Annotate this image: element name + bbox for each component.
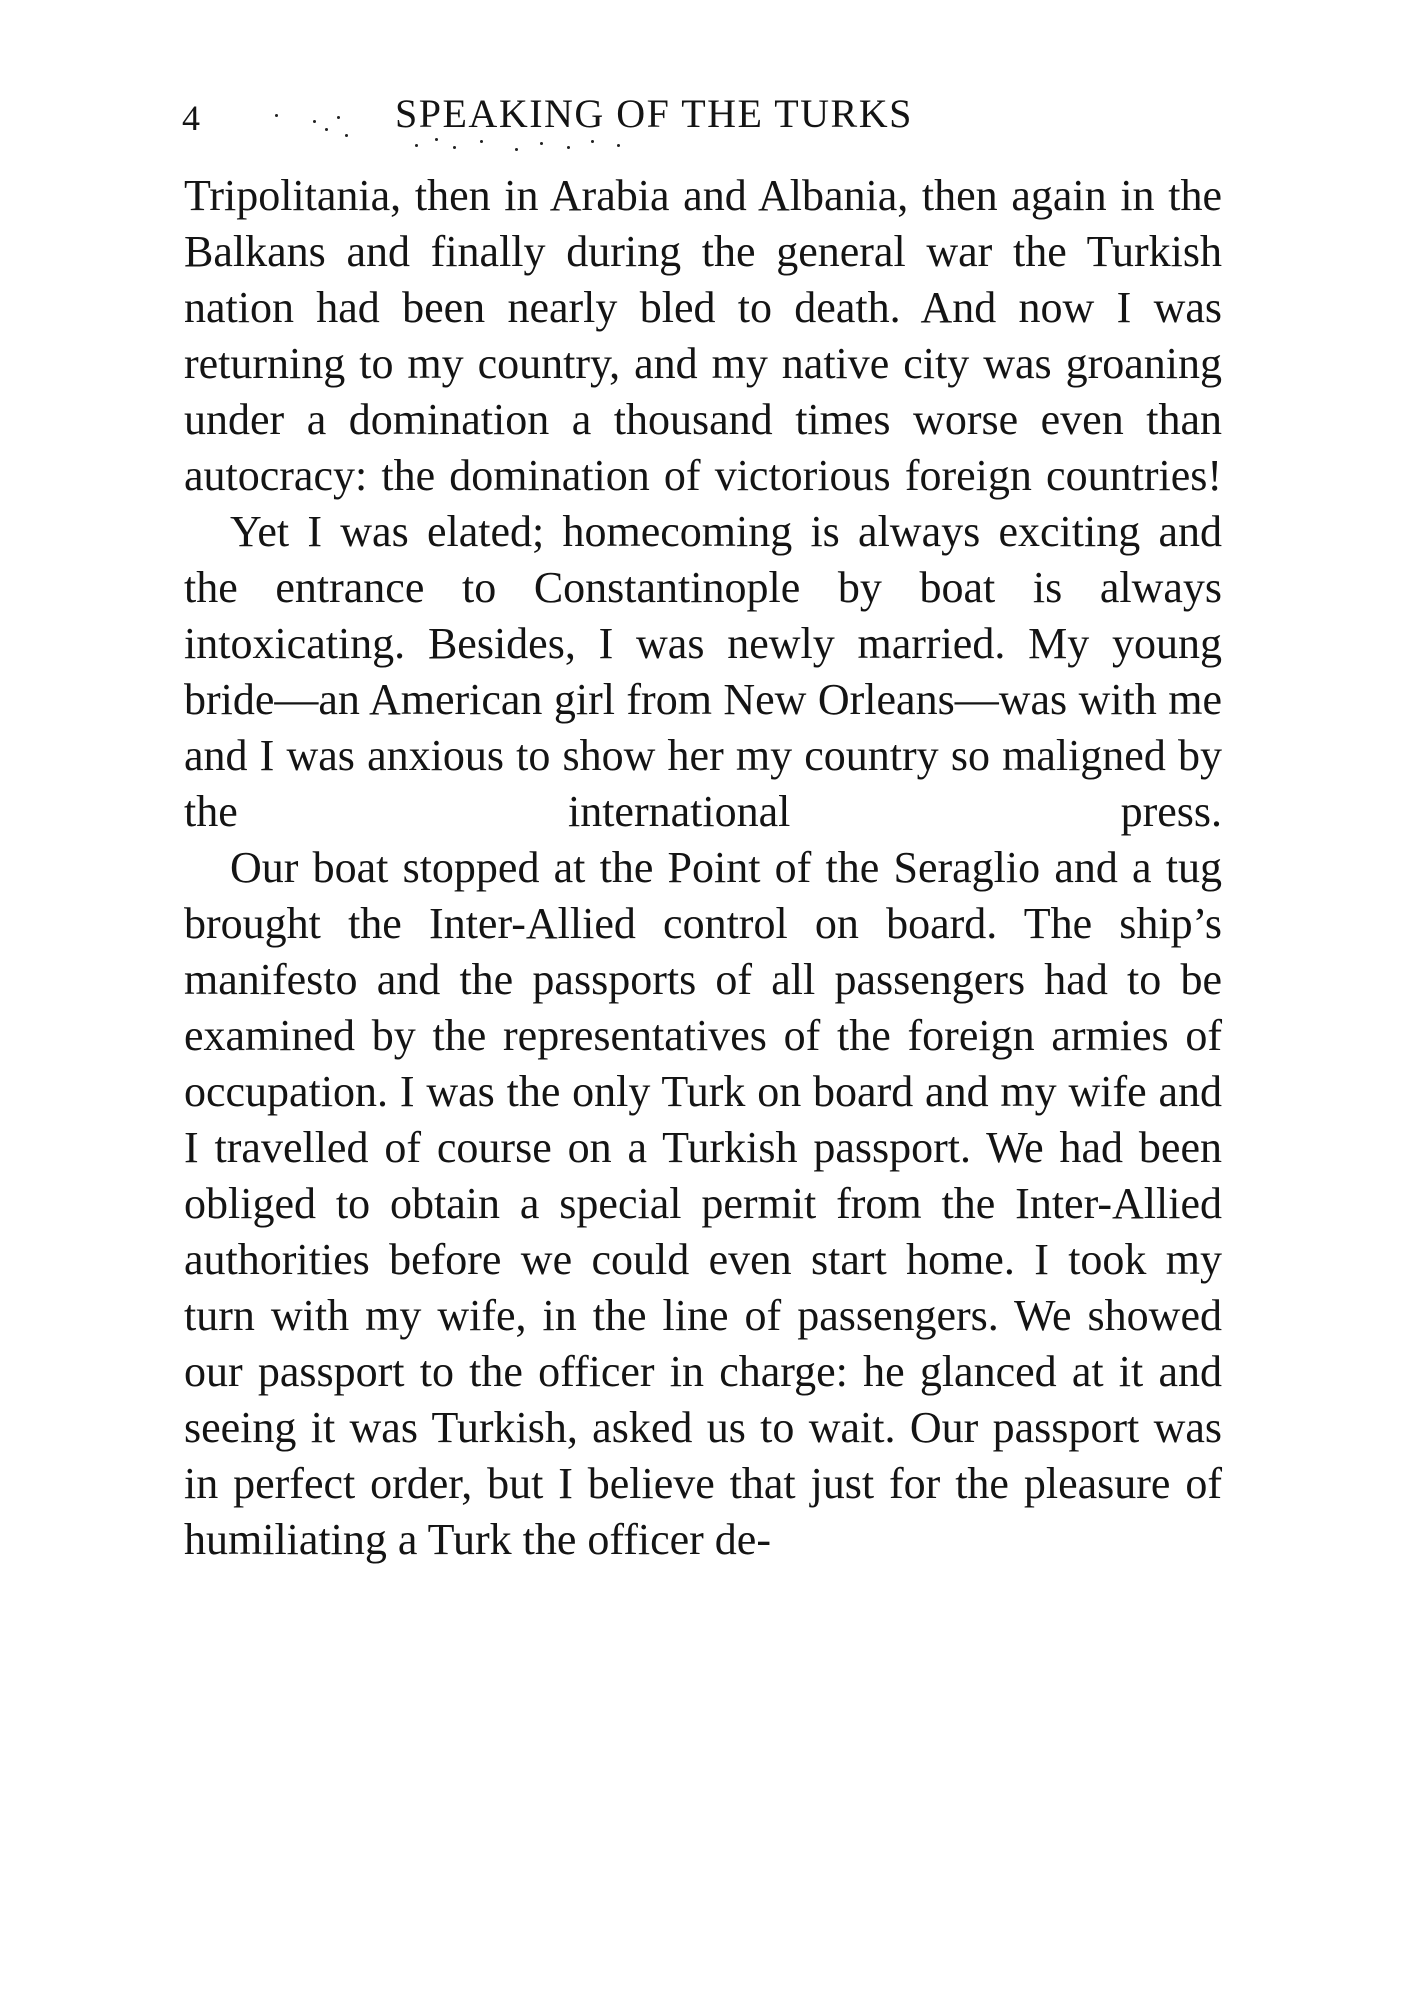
speck [617, 144, 620, 147]
paragraph-1: Tripolitania, then in Arabia and Albania, then again in the Balkans and finally during the general war the Turkish nation had been nearly bled to death. And now I was returning to my country, and my native city was groaning under a domination a thousand times worse even than autocracy: the domination of victorious foreign countries! [184, 171, 1222, 500]
speck [567, 146, 570, 149]
speck [540, 142, 543, 145]
speck [435, 138, 438, 141]
paragraph-2: Yet I was elated; homecoming is always exciting and the entrance to Constantinople by boat is always intoxicating. Besides, I was newly married. My young bride—an American girl from New Orleans—was with me and I was anxious to show her my country so maligned by the international press. [184, 507, 1222, 836]
speck [313, 120, 316, 123]
body-text [184, 168, 1222, 1568]
speck [415, 144, 418, 147]
page-number: 4 [182, 98, 200, 138]
speck [515, 148, 518, 151]
speck [345, 134, 348, 137]
speck [591, 140, 594, 143]
speck [275, 114, 278, 117]
running-title: SPEAKING OF THE TURKS [395, 91, 913, 136]
running-head [180, 92, 1225, 142]
speck [453, 146, 456, 149]
speck [337, 116, 340, 119]
paragraph-3: Our boat stopped at the Point of the Seraglio and a tug brought the Inter-Allied control on board. The ship’s manifesto and the passports of all passengers had to be examined by the representatives of the foreign armies of occupation. I was the only Turk on board and my wife and I travelled of course on a Turkish passport. We had been obliged to obtain a special permit from the Inter-Allied authorities before we could even start home. I took my turn with my wife, in the line of passengers. We showed our passport to the officer in charge: he glanced at it and seeing it was Turkish, asked us to wait. Our passport was in perfect order, but I believe that just for the pleasure of humiliating a Turk the officer de- [184, 843, 1222, 1564]
print-specks [275, 106, 815, 151]
speck [480, 140, 483, 143]
speck [325, 128, 328, 131]
